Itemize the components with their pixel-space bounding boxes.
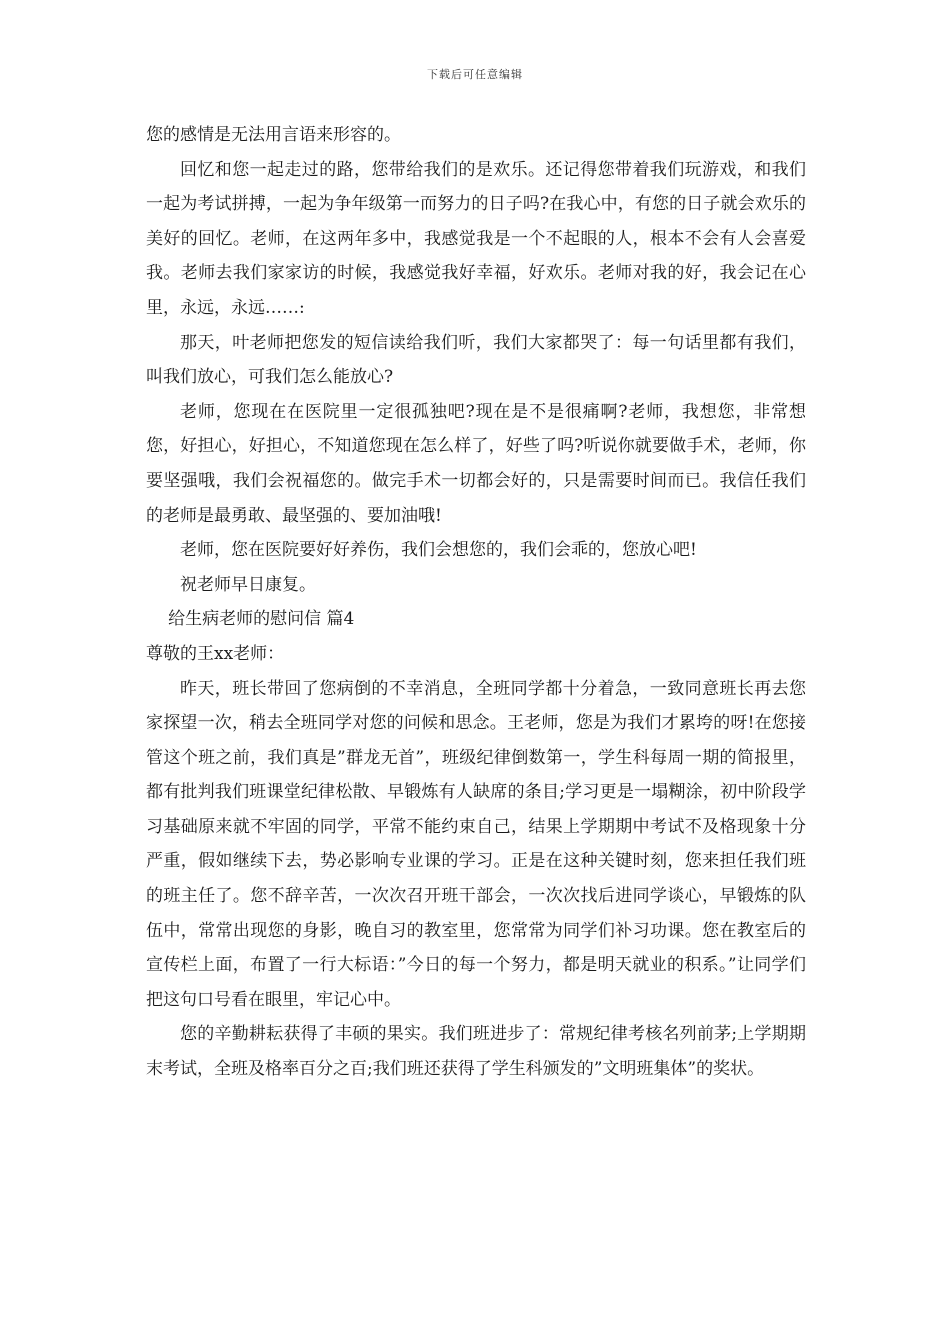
page-header: 下载后可任意编辑 xyxy=(427,68,523,81)
paragraph-1: 您的感情是无法用言语来形容的。 xyxy=(146,125,401,145)
section-title: 给生病老师的慰问信 篇4 xyxy=(168,609,355,630)
paragraph-3: 那天，叶老师把您发的短信读给我们听，我们大家都哭了：每一句话里都有我们，叫我们放心，可我们怎么能放心? xyxy=(146,332,806,388)
paragraph-8: 您的辛勤耕耘获得了丰硕的果实。我们班进步了：常规纪律考核名列前茅;上学期期末考试，全班及格率百分之百;我们班还获得了学生科颁发的”文明班集体”的奖状。 xyxy=(146,1024,806,1080)
paragraph-7: 昨天，班长带回了您病倒的不幸消息，全班同学都十分着急，一致同意班长再去您家探望一次，稍去全班同学对您的问候和思念。王老师，您是为我们才累垮的呀!在您接管这个班之前，我们真是”群龙无首”，班级纪律倒数第一，学生科每周一期的简报里，都有批判我们班课堂纪律松散、早锻炼有人缺席的条目;学习更是一塌糊涂，初中阶段学习基础原来就不牢固的同学，平常不能约束自己，结果上学期期中考试不及格现象十分严重，假如继续下去，势必影响专业课的学习。正是在这种关键时刻，您来担任我们班的班主任了。您不辞辛苦，一次次召开班干部会，一次次找后进同学谈心，早锻炼的队伍中，常常出现您的身影，晚自习的教室里，您常常为同学们补习功课。您在教室后的宣传栏上面，布置了一行大标语：”今日的每一个努力，都是明天就业的积系。”让同学们把这句口号看在眼里，牢记心中。 xyxy=(146,678,806,1010)
paragraph-4: 老师，您现在在医院里一定很孤独吧?现在是不是很痛啊?老师，我想您，非常想您，好担心，好担心，不知道您现在怎么样了，好些了吗?听说你就要做手术，老师，你要坚强哦，我们会祝福您的。做完手术一切都会好的，只是需要时间而已。我信任我们的老师是最勇敢、最坚强的、要加油哦! xyxy=(146,401,806,526)
salutation: 尊敬的王xx老师： xyxy=(146,643,285,664)
paragraph-5: 老师，您在医院要好好养伤，我们会想您的，我们会乖的，您放心吧! xyxy=(180,540,697,561)
paragraph-2: 回忆和您一起走过的路，您带给我们的是欢乐。还记得您带着我们玩游戏，和我们一起为考试拼搏，一起为争年级第一而努力的日子吗?在我心中，有您的日子就会欢乐的美好的回忆。老师，在这两年多中，我感觉我是一个不起眼的人，根本不会有人会喜爱我。老师去我们家家访的时候，我感觉我好幸福，好欢乐。老师对我的好，我会记在心里，永远，永远……: xyxy=(146,159,806,318)
document-body xyxy=(146,118,806,1087)
paragraph-6: 祝老师早日康复。 xyxy=(180,574,316,595)
